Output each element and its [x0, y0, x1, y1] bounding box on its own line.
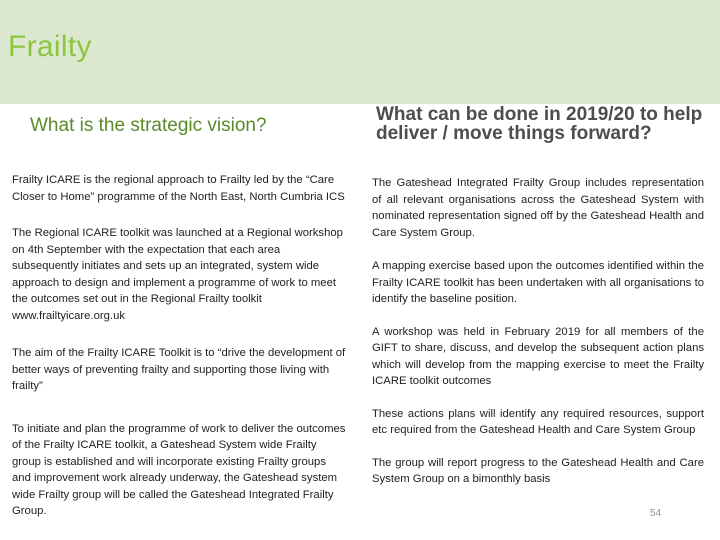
- left-paragraph: The Regional ICARE toolkit was launched at a Regional workshop on 4th September with the expectation that each area subsequently initiates and sets up an integrated, system wide approach to design and implement a programme of work to meet the outcomes set out in the Regional Frailty toolkit www.frailtyicare.org.uk: [12, 227, 343, 322]
- right-column-heading: What can be done in 2019/20 to help deliver / move things forward?: [376, 104, 703, 144]
- left-paragraph: The aim of the Frailty ICARE Toolkit is to “drive the development of better ways of preventing frailty and supporting those living with frailty”: [12, 347, 346, 392]
- right-paragraph: These actions plans will identify any required resources, support etc required from the Gateshead Health and Care System Group: [372, 407, 704, 436]
- right-paragraph: The Gateshead Integrated Frailty Group includes representation of all relevant organisations across the Gateshead System with nominated representation signed off by the Gateshead Health and Care System Group.: [372, 177, 704, 239]
- left-paragraph: To initiate and plan the programme of work to deliver the outcomes of the Frailty ICARE toolkit, a Gateshead System wide Frailty group is established and will incorporate existing Frailty groups and improvement work already underway, the Gateshead system wide Frailty group will be called the Gateshead Integrated Frailty Group.: [12, 422, 346, 517]
- page-number: 54: [650, 508, 662, 519]
- left-column-heading: What is the strategic vision?: [30, 115, 267, 136]
- right-paragraph: The group will report progress to the Gateshead Health and Care System Group on a bimonthly basis: [372, 456, 704, 485]
- right-paragraph: A mapping exercise based upon the outcomes identified within the Frailty ICARE toolkit has been undertaken with all organisations to identify the baseline position.: [372, 260, 704, 305]
- left-paragraph: Frailty ICARE is the regional approach to Frailty led by the “Care Closer to Home” programme of the North East, North Cumbria ICS: [12, 174, 345, 203]
- slide-title: Frailty: [8, 30, 92, 63]
- right-column-body: [372, 175, 704, 504]
- header-band: [0, 0, 720, 104]
- left-column-body: [12, 172, 346, 520]
- right-paragraph: A workshop was held in February 2019 for all members of the GIFT to share, discuss, and develop the subsequent action plans which will develop from the mapping exercise to meet the Frailty ICARE toolkit outcomes: [372, 325, 704, 387]
